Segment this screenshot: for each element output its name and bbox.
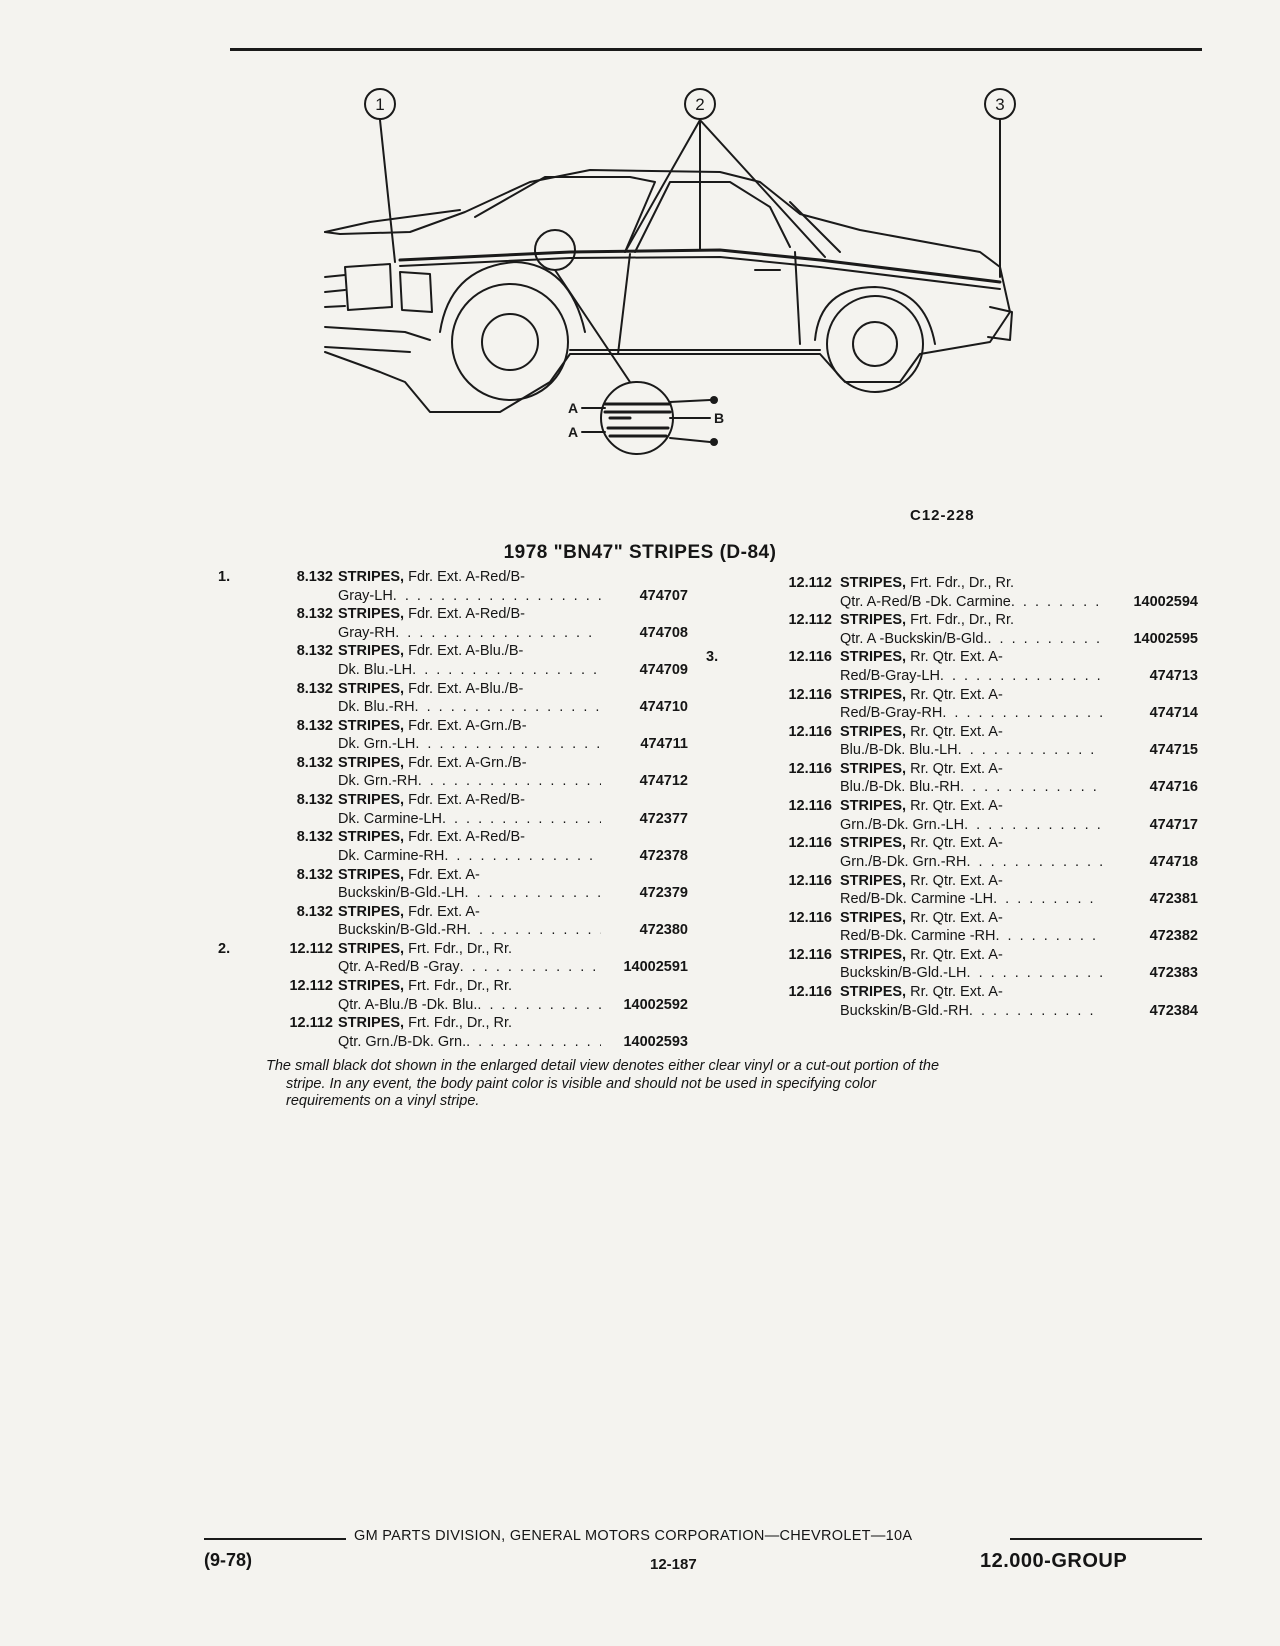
description-line-2: Dk. Grn.-LH xyxy=(338,736,416,753)
part-description xyxy=(840,946,1102,983)
description-line-2: Red/B-Dk. Carmine -RH xyxy=(840,928,996,945)
description-line-2: Dk. Blu.-RH xyxy=(338,699,415,716)
part-name: STRIPES, xyxy=(840,984,907,1001)
rear-bumper xyxy=(988,307,1012,340)
description-line-2: Grn./B-Dk. Grn.-RH xyxy=(840,853,967,870)
leader-dots xyxy=(1011,593,1102,612)
leader-dots xyxy=(465,884,601,903)
reference-number: 12.112 xyxy=(788,575,832,591)
part-description xyxy=(338,568,601,605)
part-name: STRIPES, xyxy=(338,866,405,883)
part-name: STRIPES, xyxy=(840,686,907,703)
part-description xyxy=(840,723,1102,760)
description-line-2: Qtr. Grn./B-Dk. Grn. xyxy=(338,1033,467,1050)
bumper xyxy=(325,327,430,352)
part-number: 14002594 xyxy=(1133,593,1198,610)
grille xyxy=(325,275,345,307)
description-line-1: Fdr. Ext. A-Blu./B- xyxy=(408,680,524,697)
detail-dot-1 xyxy=(710,396,718,404)
description-line-1: Fdr. Ext. A-Red/B- xyxy=(408,792,525,809)
car-illustration xyxy=(300,82,1080,502)
footnote xyxy=(266,1058,1146,1111)
top-rule xyxy=(230,48,1202,51)
reference-number: 8.132 xyxy=(296,717,333,734)
leader-dots xyxy=(958,741,1102,760)
leader-dots xyxy=(969,1002,1102,1021)
leader-dots xyxy=(942,704,1102,723)
description-line-1: Fdr. Ext. A-Blu./B- xyxy=(408,643,524,660)
description-line-2: Qtr. A-Red/B -Dk. Carmine xyxy=(840,593,1011,610)
description-line-2: Blu./B-Dk. Blu.-RH xyxy=(840,779,961,796)
part-number: 474712 xyxy=(639,773,688,790)
part-name: STRIPES, xyxy=(840,612,907,629)
detail-label-b: B xyxy=(714,410,725,426)
footer-rule-left xyxy=(204,1538,346,1540)
reference-number: 12.116 xyxy=(788,760,832,777)
description-line-2: Buckskin/B-Gld.-LH xyxy=(338,885,465,901)
part-description xyxy=(338,642,601,679)
front-hub xyxy=(482,314,538,370)
leader-dots xyxy=(996,927,1103,946)
leader-2a xyxy=(625,120,700,252)
car-line-drawing xyxy=(300,82,1080,502)
part-description xyxy=(840,983,1102,1020)
leader-dots xyxy=(395,624,601,643)
description-line-2: Blu./B-Dk. Blu.-LH xyxy=(840,742,958,759)
leader-dots xyxy=(967,964,1102,983)
detail-label-a2: A xyxy=(568,424,579,440)
part-name: STRIPES, xyxy=(840,723,907,740)
description-line-1: Fdr. Ext. A-Red/B- xyxy=(408,606,525,623)
headlight xyxy=(345,264,392,310)
part-name: STRIPES, xyxy=(840,798,907,815)
description-line-2: Dk. Carmine-RH xyxy=(338,847,445,864)
part-number: 472383 xyxy=(1149,965,1198,982)
part-description xyxy=(338,754,601,791)
car-body-outline xyxy=(325,170,1010,412)
description-line-1: Rr. Qtr. Ext. A- xyxy=(910,760,1003,777)
item-number: 2. xyxy=(218,940,231,957)
leader-dots xyxy=(460,958,601,977)
part-description xyxy=(840,834,1102,871)
part-description xyxy=(840,909,1102,946)
leader-dots xyxy=(966,853,1102,872)
leader-dots xyxy=(940,667,1102,686)
part-number: 472377 xyxy=(639,810,688,827)
part-number: 474708 xyxy=(639,624,688,641)
footer-date: (9-78) xyxy=(204,1550,253,1570)
description-line-1: Rr. Qtr. Ext. A- xyxy=(910,872,1003,889)
reference-number: 8.132 xyxy=(296,606,333,623)
part-number: 472379 xyxy=(639,885,688,901)
reference-number: 8.132 xyxy=(296,680,333,697)
part-number: 474716 xyxy=(1149,779,1198,796)
description-line-2: Dk. Carmine-LH xyxy=(338,810,442,827)
leader-dots xyxy=(393,587,601,606)
rear-hub xyxy=(853,322,897,366)
part-number: 474715 xyxy=(1149,742,1198,759)
leader-dots xyxy=(418,772,601,791)
part-description xyxy=(338,605,601,642)
part-number: 474717 xyxy=(1149,816,1198,833)
part-number: 474714 xyxy=(1149,705,1198,722)
leader-dots xyxy=(477,996,601,1015)
part-number: 474710 xyxy=(639,699,688,716)
description-line-1: Rr. Qtr. Ext. A- xyxy=(910,798,1003,815)
description-line-2: Grn./B-Dk. Grn.-LH xyxy=(840,816,965,833)
part-name: STRIPES, xyxy=(338,978,405,995)
reference-number: 8.132 xyxy=(296,829,333,846)
part-number: 14002593 xyxy=(623,1033,688,1050)
description-line-2: Buckskin/B-Gld.-LH xyxy=(840,965,967,982)
description-line-2: Red/B-Dk. Carmine -LH xyxy=(840,891,994,907)
leader-dots xyxy=(415,735,601,754)
footer-corporation: GM PARTS DIVISION, GENERAL MOTORS CORPORATION—CHEVROLET—10A xyxy=(354,1528,913,1544)
reference-number: 12.112 xyxy=(788,612,832,629)
part-name: STRIPES, xyxy=(338,643,405,660)
footnote-line-2: stripe. In any event, the body paint color is visible and should not be used in specifying color xyxy=(286,1075,877,1092)
part-description xyxy=(338,940,601,977)
leader-1 xyxy=(380,120,395,262)
footer-rule-right xyxy=(1010,1538,1202,1540)
description-line-2: Dk. Grn.-RH xyxy=(338,773,418,790)
reference-number: 8.132 xyxy=(296,754,333,771)
item-number: 1. xyxy=(218,569,231,585)
leader-dots xyxy=(444,847,601,866)
description-line-1: Rr. Qtr. Ext. A- xyxy=(910,723,1003,740)
reference-number: 12.116 xyxy=(788,798,832,815)
part-name: STRIPES, xyxy=(338,680,405,697)
leader-dots xyxy=(993,890,1102,909)
part-name: STRIPES, xyxy=(338,829,405,846)
part-name: STRIPES, xyxy=(338,717,405,734)
part-description xyxy=(840,648,1102,685)
reference-number: 12.112 xyxy=(289,940,333,957)
part-name: STRIPES, xyxy=(338,1015,405,1032)
reference-number: 12.116 xyxy=(788,946,832,963)
part-name: STRIPES, xyxy=(338,754,405,771)
part-number: 472384 xyxy=(1149,1002,1198,1019)
description-line-2: Red/B-Gray-RH xyxy=(840,705,943,722)
part-description xyxy=(338,791,601,828)
part-number: 472380 xyxy=(639,922,688,939)
footnote-line-3: requirements on a vinyl stripe. xyxy=(286,1093,480,1109)
reference-number: 8.132 xyxy=(296,792,333,809)
description-line-1: Fdr. Ext. A-Grn./B- xyxy=(408,717,527,734)
reference-number: 12.116 xyxy=(788,835,832,852)
part-description xyxy=(338,1014,601,1051)
description-line-1: Rr. Qtr. Ext. A- xyxy=(910,835,1003,852)
part-description xyxy=(338,680,601,717)
detail-arrow-dot1 xyxy=(670,400,710,402)
part-number: 474718 xyxy=(1149,853,1198,870)
part-name: STRIPES, xyxy=(338,792,405,809)
part-name: STRIPES, xyxy=(840,872,907,889)
part-description xyxy=(338,717,601,754)
part-name: STRIPES, xyxy=(840,909,907,926)
leader-dots xyxy=(964,816,1102,835)
part-number: 14002592 xyxy=(623,996,688,1013)
rear-wheel xyxy=(827,296,923,392)
part-name: STRIPES, xyxy=(338,940,405,957)
description-line-1: Frt. Fdr., Dr., Rr. xyxy=(910,612,1015,629)
item-number: 3. xyxy=(706,649,719,666)
description-line-1: Fdr. Ext. A-Red/B- xyxy=(408,569,525,585)
description-line-2: Buckskin/B-Gld.-RH xyxy=(338,922,467,939)
leader-dots xyxy=(412,661,601,680)
part-description xyxy=(338,977,601,1014)
reference-number: 12.116 xyxy=(788,649,832,666)
windshield xyxy=(475,177,655,252)
description-line-2: Gray-RH xyxy=(338,624,396,641)
part-description xyxy=(338,866,601,903)
door xyxy=(618,252,800,354)
reference-number: 8.132 xyxy=(296,866,333,883)
page-title: 1978 "BN47" STRIPES (D-84) xyxy=(503,542,777,563)
description-line-1: Frt. Fdr., Dr., Rr. xyxy=(408,978,513,995)
part-name: STRIPES, xyxy=(338,606,405,623)
description-line-1: Fdr. Ext. A- xyxy=(408,866,480,883)
part-description xyxy=(840,611,1102,648)
part-description xyxy=(338,828,601,865)
part-description xyxy=(840,760,1102,797)
reference-number: 8.132 xyxy=(296,643,333,660)
leader-dots xyxy=(467,921,601,940)
leader-dots xyxy=(466,1033,601,1052)
footnote-line-1: The small black dot shown in the enlarged detail view denotes either clear vinyl or a cut-out portion of the xyxy=(266,1058,940,1074)
description-line-1: Rr. Qtr. Ext. A- xyxy=(910,909,1003,926)
leader-dots xyxy=(415,698,601,717)
description-line-1: Rr. Qtr. Ext. A- xyxy=(910,649,1003,666)
description-line-1: Rr. Qtr. Ext. A- xyxy=(910,946,1003,963)
description-line-1: Frt. Fdr., Dr., Rr. xyxy=(408,1015,513,1032)
description-line-1: Frt. Fdr., Dr., Rr. xyxy=(910,575,1015,591)
part-number: 474713 xyxy=(1149,667,1198,684)
leader-dots xyxy=(442,810,601,829)
figure-id: C12-228 xyxy=(910,507,975,524)
part-number: 474709 xyxy=(639,661,688,678)
detail-marker xyxy=(535,230,575,270)
description-line-2: Qtr. A-Red/B -Gray xyxy=(338,959,460,976)
reference-number: 12.112 xyxy=(289,978,333,995)
part-number: 474707 xyxy=(639,587,688,604)
reference-number: 8.132 xyxy=(296,903,333,920)
part-number: 14002591 xyxy=(623,959,688,976)
part-description xyxy=(840,797,1102,834)
part-name: STRIPES, xyxy=(840,760,907,777)
callout-3-label: 3 xyxy=(995,95,1005,114)
part-description xyxy=(840,686,1102,723)
description-line-1: Rr. Qtr. Ext. A- xyxy=(910,686,1003,703)
callout-1-label: 1 xyxy=(375,95,385,114)
part-name: STRIPES, xyxy=(338,903,405,920)
description-line-1: Rr. Qtr. Ext. A- xyxy=(910,984,1003,1001)
reference-number: 8.132 xyxy=(296,569,333,585)
part-number: 474711 xyxy=(640,736,688,753)
description-line-2: Gray-LH xyxy=(338,587,393,604)
description-line-1: Fdr. Ext. A-Red/B- xyxy=(408,829,525,846)
reference-number: 12.116 xyxy=(788,909,832,926)
reference-number: 12.116 xyxy=(788,984,832,1001)
page-number: 12-187 xyxy=(650,1556,697,1573)
description-line-2: Dk. Blu.-LH xyxy=(338,661,413,678)
part-name: STRIPES, xyxy=(840,575,907,591)
leader-2c xyxy=(700,120,825,257)
reference-number: 12.116 xyxy=(788,723,832,740)
part-number: 472381 xyxy=(1149,891,1198,907)
description-line-2: Buckskin/B-Gld.-RH xyxy=(840,1002,969,1019)
detail-label-a1: A xyxy=(568,400,579,416)
part-name: STRIPES, xyxy=(840,649,907,666)
description-line-1: Frt. Fdr., Dr., Rr. xyxy=(408,940,513,957)
reference-number: 12.116 xyxy=(788,872,832,889)
front-wheel xyxy=(452,284,568,400)
body-stripe-2 xyxy=(400,257,1000,289)
callout-2-label: 2 xyxy=(695,95,705,114)
reference-number: 12.112 xyxy=(289,1015,333,1032)
part-name: STRIPES, xyxy=(338,569,405,585)
detail-stripes xyxy=(605,404,670,436)
leader-dots xyxy=(960,778,1102,797)
description-line-1: Fdr. Ext. A-Grn./B- xyxy=(408,754,527,771)
part-description xyxy=(338,903,601,940)
part-number: 14002595 xyxy=(1133,630,1198,647)
part-name: STRIPES, xyxy=(840,835,907,852)
part-number: 472378 xyxy=(639,847,688,864)
part-description xyxy=(840,574,1102,611)
description-line-2: Qtr. A -Buckskin/B-Gld. xyxy=(840,630,988,647)
leader-dots xyxy=(987,630,1102,649)
reference-number: 12.116 xyxy=(788,686,832,703)
description-line-2: Qtr. A-Blu./B -Dk. Blu. xyxy=(338,996,478,1013)
group-number: 12.000-GROUP xyxy=(980,1550,1128,1572)
part-name: STRIPES, xyxy=(840,946,907,963)
part-number: 472382 xyxy=(1149,928,1198,945)
headlight-2 xyxy=(400,272,432,312)
description-line-1: Fdr. Ext. A- xyxy=(408,903,480,920)
detail-arrow-dot2 xyxy=(670,438,710,442)
part-description xyxy=(840,872,1102,909)
description-line-2: Red/B-Gray-LH xyxy=(840,667,940,684)
detail-dot-2 xyxy=(710,438,718,446)
